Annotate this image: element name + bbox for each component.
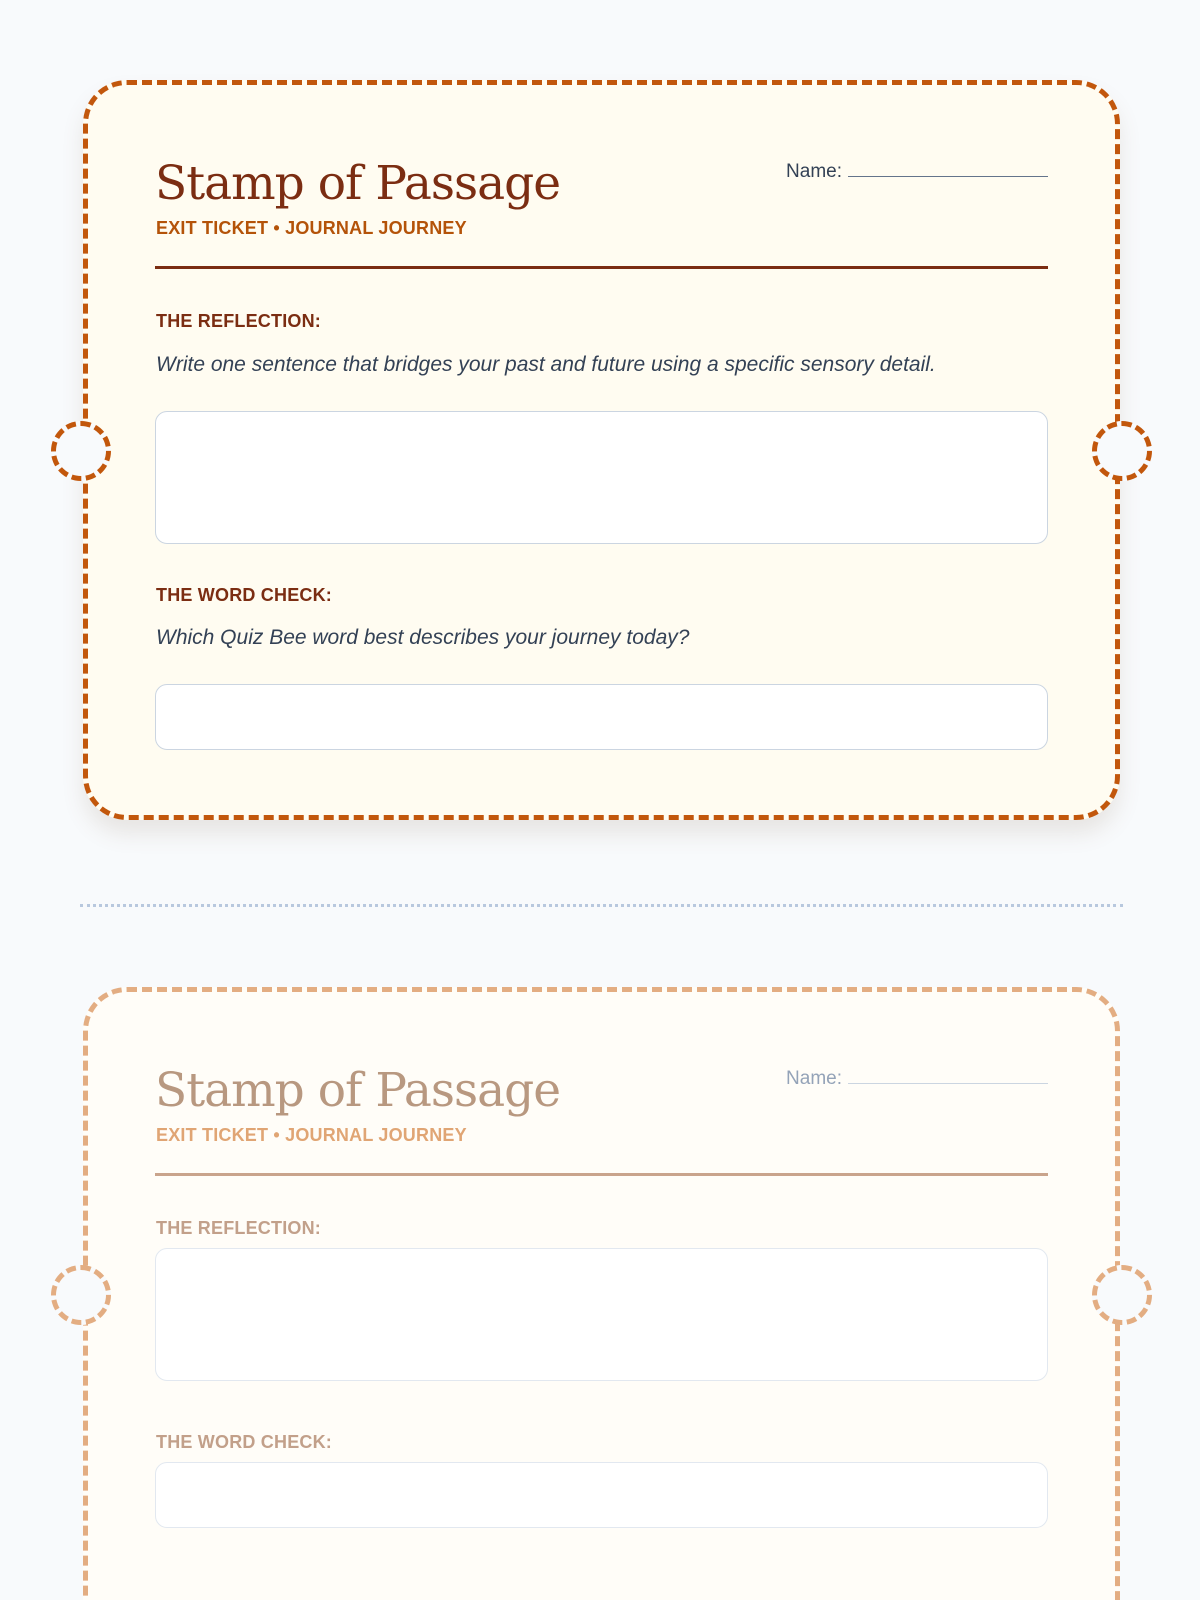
name-field	[786, 160, 1048, 183]
ticket-notch-left	[51, 421, 111, 481]
reflection-label: THE REFLECTION:	[156, 311, 321, 331]
ticket-notch-right	[1092, 1265, 1152, 1325]
cut-line-divider	[80, 904, 1123, 907]
reflection-answer-box[interactable]	[155, 411, 1048, 544]
reflection-prompt: Write one sentence that bridges your past and future using a specific sensory detail.	[156, 353, 936, 376]
name-field	[786, 1067, 1048, 1090]
name-label: Name:	[786, 161, 842, 182]
ticket-subtitle: EXIT TICKET • JOURNAL JOURNEY	[156, 218, 467, 238]
word-check-prompt: Which Quiz Bee word best describes your journey today?	[156, 626, 690, 649]
name-line[interactable]	[848, 160, 1048, 177]
ticket-subtitle: EXIT TICKET • JOURNAL JOURNEY	[156, 1125, 467, 1145]
reflection-answer-box[interactable]	[155, 1248, 1048, 1381]
ticket-notch-left	[51, 1265, 111, 1325]
name-line[interactable]	[848, 1067, 1048, 1084]
reflection-label: THE REFLECTION:	[156, 1218, 321, 1238]
word-check-answer-box[interactable]	[155, 1462, 1048, 1528]
word-check-label: THE WORD CHECK:	[156, 1432, 332, 1452]
exit-ticket	[83, 80, 1120, 820]
header-divider	[155, 1173, 1048, 1176]
name-label: Name:	[786, 1068, 842, 1089]
ticket-title: Stamp of Passage	[155, 156, 561, 211]
exit-ticket-copy	[83, 987, 1120, 1600]
word-check-answer-box[interactable]	[155, 684, 1048, 750]
word-check-label: THE WORD CHECK:	[156, 585, 332, 605]
header-divider	[155, 266, 1048, 269]
ticket-notch-right	[1092, 421, 1152, 481]
ticket-title: Stamp of Passage	[155, 1063, 561, 1118]
